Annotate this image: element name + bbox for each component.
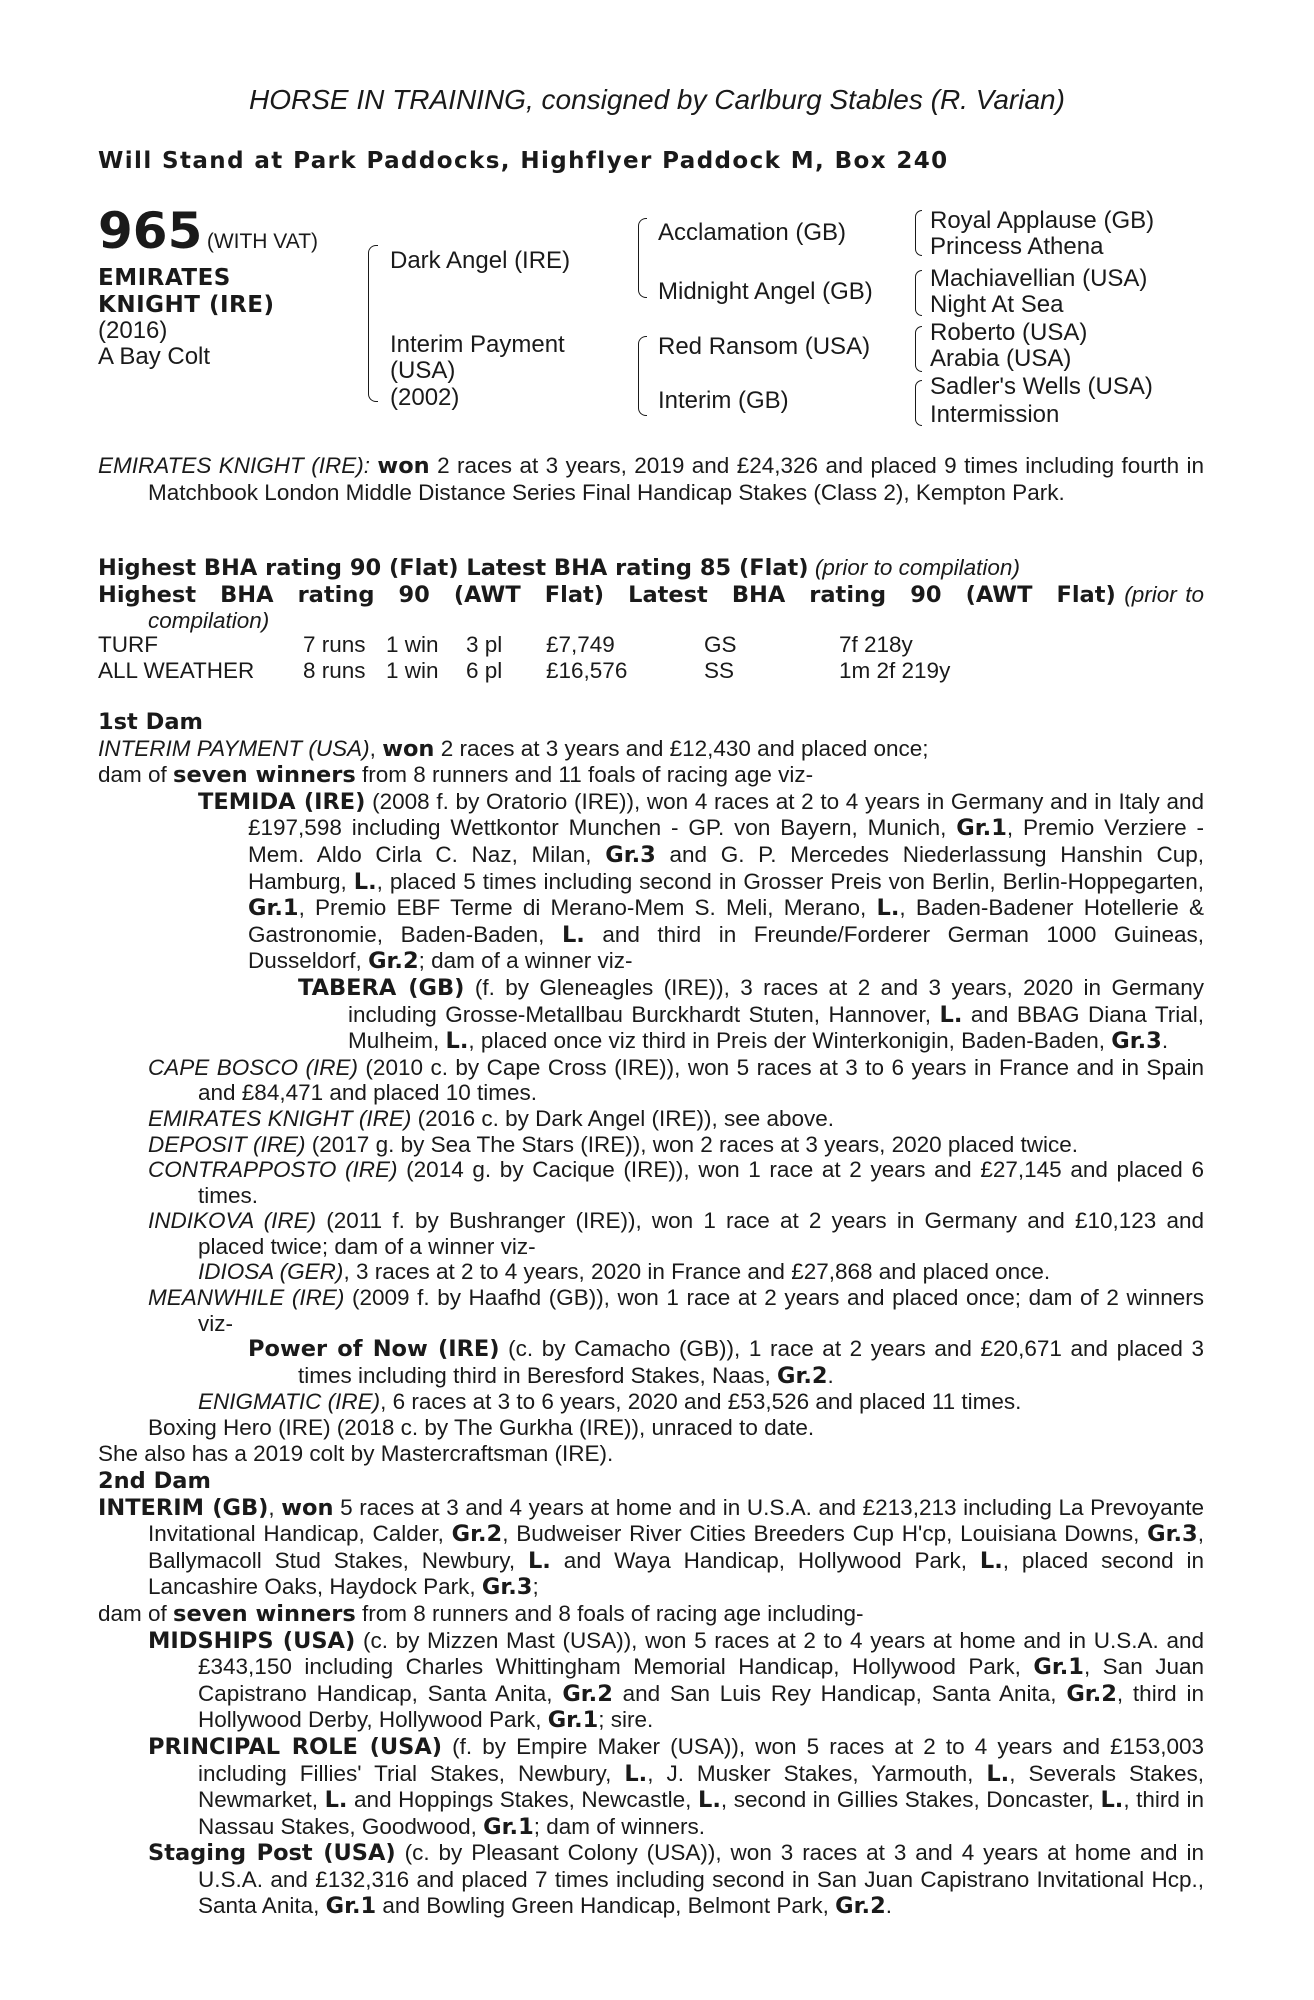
pedigree-sire: Dark Angel (IRE) <box>390 247 571 274</box>
summary-won: won <box>377 453 430 479</box>
consignor-line: HORSE IN TRAINING, consigned by Carlburg Stables (R. Varian) <box>249 84 1065 115</box>
listed-badge: L. <box>986 1760 1010 1787</box>
produce-name: CONTRAPPOSTO (IRE) <box>148 1157 398 1183</box>
table-cell: 8 runs <box>303 658 366 683</box>
produce-text: ; <box>532 1574 539 1600</box>
summary-colon: : <box>363 453 370 478</box>
pedigree-dam-dam: Interim (GB) <box>658 387 789 414</box>
second-dam-section <box>98 1468 1204 1919</box>
first-dam-heading: 1st Dam <box>98 709 203 735</box>
produce-text: , 6 races at 3 to 6 years, 2020 and £53,526 and placed 11 times. <box>380 1389 1022 1415</box>
pedigree-brace-3b <box>915 270 922 316</box>
produce-power-of-now <box>98 1336 1204 1389</box>
produce-deposit <box>98 1132 1204 1158</box>
table-row <box>98 632 950 658</box>
second-dam-heading: 2nd Dam <box>98 1468 211 1494</box>
first-dam-section: 1st Dam INTERIM PAYMENT (USA), won 2 races at 3 years and £12,430 and placed once; dam of seven winners from 8 runners and 11 foals of racing age viz- TEMIDA (IRE) (2008 f. by Oratorio (IRE)), won 4 races at 2 to 4 years in Germany and in Italy and £197,598 including Wettkontor Munchen - GP. von Bayern, Munich, Gr.1, Premio Verziere - Mem. Aldo Cirla C. Naz, Milan, Gr.3 and G. P. Mercedes Niederlassung Hanshin Cup, Hamburg, L., placed 5 times including second in Grosser Preis von Berlin, Berlin-Hoppegarten, Gr.1, Premio EBF Terme di Merano-Mem S. Meli, Merano, L., Baden-Badener Hotellerie & Gastronomie, Baden-Baden, L. and third in Freunde/Forderer German 1000 Guineas, Dusseldorf, Gr.2; dam of a winner viz- TABERA (GB) (f. by Gleneagles (IRE)), 3 races at 2 and 3 years, 2020 in Germany including Grosse-Metallbau Burckhardt Stuten, Hannover, L. and BBAG Diana Trial, Mulheim, L., placed once viz third in Preis der Winterkonigin, Baden-Baden, Gr.3. CAPE BOSCO (IRE) (2010 c. by Cape Cross (IRE)), won 5 races at 3 to 6 years in France and in Spain and £84,471 and placed 10 times. EMIRATES KNIGHT (IRE) (2016 c. by Dark Angel (IRE)), see above. DEPOSIT (IRE) (2017 g. by Sea The Stars (IRE)), won 2 races at 3 years, 2020 placed twice. CONTRAPPOSTO (IRE) (2014 g. by Cacique (IRE)), won 1 race at 2 years and £27,145 and placed 6 times. INDIKOVA (IRE) (2011 f. by Bushranger (IRE)), won 1 race at 2 years in Germany and £10,123 and placed twice; dam of a winner viz- IDIOSA (GER), 3 races at 2 to 4 years, 2020 in France and £27,868 and placed once. MEANWHILE (IRE) (2009 f. by Haafhd (GB)), won 1 race at 2 years and placed once; dam of 2 winners viz- Power of Now (IRE) (c. by Camacho (GB)), 1 race at 2 years and £20,671 and placed 3 times including third in Beresford Stakes, Naas, Gr.2. ENIGMATIC (IRE), 6 races at 3 to 6 years, 2020 and £53,526 and placed 11 times. Boxing Hero (IRE) (2018 c. by The Gurkha (IRE)), unraced to date. She also has a 2019 colt by Mastercraftsman (IRE). <box>98 709 1204 1466</box>
produce-note <box>98 1441 1204 1467</box>
group-badge: Gr.1 <box>248 895 299 922</box>
listed-badge: L. <box>697 1787 721 1814</box>
produce-name: TABERA (GB) <box>298 974 465 1001</box>
produce-text: (2016 c. by Dark Angel (IRE)), see above. <box>411 1105 835 1131</box>
listed-badge: L. <box>979 1547 1003 1574</box>
pedigree-ggp-7: Sadler's Wells (USA) <box>930 373 1153 400</box>
produce-name: IDIOSA (GER) <box>198 1259 344 1285</box>
listed-badge: L. <box>324 1787 348 1814</box>
produce-name: Staging Post (USA) <box>148 1840 396 1867</box>
produce-text: and Bowling Green Handicap, Belmont Park, <box>376 1892 836 1918</box>
produce-contrapposto <box>98 1157 1204 1208</box>
group-badge: Gr.3 <box>605 841 656 868</box>
listed-badge: L. <box>624 1760 648 1787</box>
group-badge: Gr.1 <box>547 1707 599 1734</box>
produce-text: , San Juan Capistrano Handicap, Santa Anita, <box>198 1654 1205 1706</box>
produce-text: , Premio EBF Terme di Merano-Mem S. Meli, Merano, <box>298 895 877 921</box>
table-cell: 3 pl <box>466 632 503 657</box>
second-dam-winners: seven winners <box>173 1600 356 1627</box>
pedigree-ggp-3: Machiavellian (USA) <box>930 265 1148 292</box>
vat-note: (WITH VAT) <box>206 230 319 253</box>
horse-description: A Bay Colt <box>98 343 211 370</box>
table-cell: 7 runs <box>303 632 366 657</box>
produce-text: , Severals Stakes, Newmarket, <box>198 1760 1204 1813</box>
horse-name-line1: EMIRATES <box>98 265 231 291</box>
produce-principal-role <box>98 1734 1204 1840</box>
produce-name: PRINCIPAL ROLE (USA) <box>148 1733 443 1760</box>
produce-emirates-knight <box>98 1106 1204 1132</box>
pedigree-brace-3c <box>915 326 922 372</box>
listed-badge: L. <box>939 1001 963 1028</box>
table-cell: 1 win <box>386 632 439 657</box>
listed-badge: L. <box>353 868 377 895</box>
group-badge: Gr.2 <box>776 1362 828 1389</box>
second-dam-name: INTERIM (GB) <box>98 1494 269 1521</box>
listed-badge: L. <box>1100 1787 1124 1814</box>
produce-text: and BBAG Diana Trial, Mulheim, <box>348 1001 1204 1054</box>
listed-badge: L. <box>876 895 900 922</box>
pedigree-ggp-1: Royal Applause (GB) <box>930 207 1155 234</box>
produce-name: EMIRATES KNIGHT (IRE) <box>148 1105 412 1131</box>
group-badge: Gr.2 <box>1066 1680 1117 1707</box>
table-cell: SS <box>704 658 735 683</box>
produce-text: (c. by Camacho (GB)), 1 race at 2 years and £20,671 and placed 3 times including third in Beresford Stakes, Naas, <box>298 1336 1204 1388</box>
pedigree-dam-line1: Interim Payment <box>390 331 565 358</box>
table-cell: £16,576 <box>546 658 628 683</box>
first-dam-winners: seven winners <box>173 762 356 789</box>
produce-text: and Hoppings Stakes, Newcastle, <box>347 1787 698 1813</box>
rating-line2-note: (prior to compilation) <box>148 581 1204 634</box>
produce-name: CAPE BOSCO (IRE) <box>148 1054 358 1080</box>
produce-temida <box>98 789 1204 975</box>
rating-line1: Highest BHA rating 90 (Flat) Latest BHA rating 85 (Flat) <box>98 555 809 581</box>
listed-badge: L. <box>561 921 585 948</box>
produce-cape-bosco <box>98 1055 1204 1106</box>
produce-text: , J. Musker Stakes, Yarmouth, <box>647 1760 987 1786</box>
first-dam-won: won <box>382 735 435 762</box>
produce-text: and Waya Handicap, Hollywood Park, <box>550 1547 980 1573</box>
produce-text: , Premio Verziere - Mem. Aldo Cirla C. Naz, Milan, <box>248 815 1204 867</box>
listed-badge: L. <box>527 1547 551 1574</box>
pedigree-ggp-5: Roberto (USA) <box>930 319 1088 346</box>
foaling-year: (2016) <box>98 317 168 344</box>
produce-text: . <box>1161 1028 1169 1054</box>
produce-idiosa <box>98 1259 1204 1285</box>
summary-text: 2 races at 3 years, 2019 and £24,326 and placed 9 times including fourth in Matchbook London Middle Distance Series Final Handicap Stakes (Class 2), Kempton Park. <box>148 453 1205 505</box>
table-cell: GS <box>704 632 737 657</box>
produce-text: dam of <box>98 1600 174 1626</box>
group-badge: Gr.2 <box>562 1680 613 1707</box>
produce-indikova <box>98 1208 1204 1259</box>
table-cell: TURF <box>98 632 158 657</box>
runs-table <box>98 632 950 684</box>
second-dam-won: won <box>281 1494 334 1521</box>
first-dam-record: 2 races at 3 years and £12,430 and placed once; <box>434 735 929 761</box>
produce-name: MIDSHIPS (USA) <box>148 1627 356 1654</box>
table-cell: £7,749 <box>546 632 615 657</box>
produce-text: (c. by Mizzen Mast (USA)), won 5 races at 2 to 4 years at home and in U.S.A. and £343,150 including Charles Whittingham Memorial Handicap, Hollywood Park, <box>198 1627 1204 1680</box>
produce-text: , Budweiser River Cities Breeders Cup H'cp, Louisiana Downs, <box>502 1521 1148 1547</box>
produce-text: , placed second in Lancashire Oaks, Haydock Park, <box>148 1547 1205 1600</box>
produce-name: MEANWHILE (IRE) <box>148 1285 345 1311</box>
listed-badge: L. <box>445 1028 469 1055</box>
produce-text: and third in Freunde/Forderer German 1000 Guineas, Dusseldorf, <box>248 921 1204 974</box>
group-badge: Gr.3 <box>1111 1028 1162 1055</box>
produce-text: (2009 f. by Haafhd (GB)), won 1 race at 2 years and placed once; dam of 2 winners viz- <box>198 1285 1204 1336</box>
produce-text: ; sire. <box>598 1707 654 1733</box>
pedigree-ggp-2: Princess Athena <box>930 233 1104 260</box>
produce-text: , Ballymacoll Stud Stakes, Newbury, <box>148 1521 1204 1573</box>
table-cell: 6 pl <box>466 658 503 683</box>
produce-text: (2017 g. by Sea The Stars (IRE)), won 2 races at 3 years, 2020 placed twice. <box>305 1131 1078 1157</box>
first-dam-damof-post: from 8 runners and 11 foals of racing age viz- <box>355 762 814 788</box>
produce-text: . <box>827 1362 834 1388</box>
pedigree-dam-sire: Red Ransom (USA) <box>658 333 871 360</box>
produce-name: INDIKOVA (IRE) <box>148 1208 317 1234</box>
produce-name: ENIGMATIC (IRE) <box>198 1389 381 1415</box>
second-dam-record: INTERIM (GB), won 5 races at 3 and 4 years at home and in U.S.A. and £213,213 including La Prevoyante Invitational Handicap, Calder, Gr.2, Budweiser River Cities Breeders Cup H'cp, Louisiana Downs, Gr.3, Ballymacoll Stud Stakes, Newbury, L. and Waya Handicap, Hollywood Park, L., placed second in Lancashire Oaks, Haydock Park, Gr.3; <box>98 1494 1205 1601</box>
table-cell: 7f 218y <box>839 632 913 657</box>
summary-horse-name: EMIRATES KNIGHT (IRE) <box>98 453 364 478</box>
group-badge: Gr.2 <box>368 948 419 975</box>
table-cell: ALL WEATHER <box>98 658 255 683</box>
produce-tabera <box>98 975 1204 1055</box>
produce-text: and G. P. Mercedes Niederlassung Hanshin Cup, Hamburg, <box>248 841 1204 894</box>
produce-text: , 3 races at 2 to 4 years, 2020 in France and £27,868 and placed once. <box>343 1259 1051 1285</box>
pedigree-ggp-8: Intermission <box>930 401 1060 428</box>
ratings-block <box>98 555 1204 634</box>
lot-number: 965 <box>98 202 203 260</box>
produce-text: , third in Hollywood Derby, Hollywood Park, <box>198 1680 1204 1733</box>
pedigree-brace-2b <box>638 336 647 416</box>
pedigree-brace-3d <box>915 380 922 426</box>
table-cell: 1 win <box>386 658 439 683</box>
racing-summary <box>98 453 1204 505</box>
group-badge: Gr.3 <box>481 1574 533 1601</box>
pedigree-ggp-6: Arabia (USA) <box>930 345 1072 372</box>
pedigree-ggp-4: Night At Sea <box>930 291 1064 318</box>
group-badge: Gr.1 <box>483 1813 534 1840</box>
pedigree-brace-3a <box>915 210 922 256</box>
produce-text: (f. by Gleneagles (IRE)), 3 races at 2 and 3 years, 2020 in Germany including Grosse-Metallbau Burckhardt Stuten, Hannover, <box>348 974 1204 1027</box>
produce-text: , second in Gillies Stakes, Doncaster, <box>720 1787 1101 1813</box>
produce-text: , placed once viz third in Preis der Winterkonigin, Baden-Baden, <box>468 1028 1112 1054</box>
produce-text: , third in Nassau Stakes, Goodwood, <box>198 1787 1204 1839</box>
first-dam-name: INTERIM PAYMENT (USA) <box>98 735 370 761</box>
produce-text: from 8 runners and 8 foals of racing age including- <box>355 1600 864 1626</box>
pedigree-brace-1 <box>368 245 378 402</box>
produce-name: DEPOSIT (IRE) <box>148 1131 306 1157</box>
pedigree-sire-sire: Acclamation (GB) <box>658 219 847 246</box>
produce-boxing-hero <box>98 1415 1204 1441</box>
produce-text: (c. by Pleasant Colony (USA)), won 3 races at 3 and 4 years at home and in U.S.A. and £132,316 and placed 7 times including second in San Juan Capistrano Invitational Hcp., Santa Anita, <box>198 1840 1204 1918</box>
group-badge: Gr.1 <box>1033 1654 1084 1681</box>
produce-meanwhile <box>98 1285 1204 1336</box>
produce-text: , Baden-Badener Hotellerie & Gastronomie, Baden-Baden, <box>248 895 1204 947</box>
produce-text: Boxing Hero (IRE) (2018 c. by The Gurkha (IRE)), unraced to date. <box>148 1415 815 1441</box>
first-dam-damof-pre: dam of <box>98 762 174 788</box>
produce-name: Power of Now (IRE) <box>248 1336 500 1363</box>
group-badge: Gr.3 <box>1147 1521 1198 1548</box>
table-cell: 1m 2f 219y <box>839 658 951 683</box>
produce-midships <box>98 1628 1204 1734</box>
produce-staging-post <box>98 1840 1204 1919</box>
produce-text: (2014 g. by Cacique (IRE)), won 1 race at 2 years and £27,145 and placed 6 times. <box>198 1157 1204 1208</box>
group-badge: Gr.2 <box>835 1892 886 1919</box>
pedigree-brace-2a <box>638 218 647 298</box>
produce-text: (f. by Empire Maker (USA)), won 5 races at 2 to 4 years and £153,003 including Fillies' Trial Stakes, Newbury, <box>198 1733 1204 1786</box>
produce-text: . <box>885 1892 892 1918</box>
pedigree-sire-dam: Midnight Angel (GB) <box>658 278 873 305</box>
produce-text: 5 races at 3 and 4 years at home and in U.S.A. and £213,213 including La Prevoyante Invitational Handicap, Calder, <box>148 1494 1204 1547</box>
group-badge: Gr.1 <box>325 1892 377 1919</box>
rating-line2: Highest BHA rating 90 (AWT Flat) Latest BHA rating 90 (AWT Flat) <box>98 581 1116 608</box>
horse-name-line2: KNIGHT (IRE) <box>98 292 275 318</box>
lot-block <box>98 202 319 260</box>
produce-text: ; dam of winners. <box>533 1813 706 1839</box>
produce-text: , placed 5 times including second in Grosser Preis von Berlin, Berlin-Hoppegarten, <box>376 868 1204 894</box>
pedigree-dam-line3: (2002) <box>390 384 460 411</box>
produce-text: and San Luis Rey Handicap, Santa Anita, <box>612 1680 1067 1706</box>
stand-line: Will Stand at Park Paddocks, Highflyer Paddock M, Box 240 <box>98 148 949 174</box>
group-badge: Gr.2 <box>451 1521 503 1548</box>
produce-text: (2010 c. by Cape Cross (IRE)), won 5 races at 3 to 6 years in France and in Spain and £84,471 and placed 10 times. <box>198 1054 1204 1106</box>
produce-text: ; dam of a winner viz- <box>418 948 633 974</box>
produce-enigmatic <box>98 1389 1204 1415</box>
produce-text: She also has a 2019 colt by Mastercraftsman (IRE). <box>98 1440 614 1466</box>
produce-text: (2008 f. by Oratorio (IRE)), won 4 races at 2 to 4 years in Germany and in Italy and £197,598 including Wettkontor Munchen - GP. von Bayern, Munich, <box>248 788 1204 841</box>
produce-text: (2011 f. by Bushranger (IRE)), won 1 race at 2 years in Germany and £10,123 and placed twice; dam of a winner viz- <box>198 1208 1204 1259</box>
group-badge: Gr.1 <box>956 815 1007 842</box>
produce-name: TEMIDA (IRE) <box>198 788 366 815</box>
table-row <box>98 658 950 684</box>
rating-line1-note: (prior to compilation) <box>814 555 1020 580</box>
pedigree-dam-line2: (USA) <box>390 357 456 384</box>
